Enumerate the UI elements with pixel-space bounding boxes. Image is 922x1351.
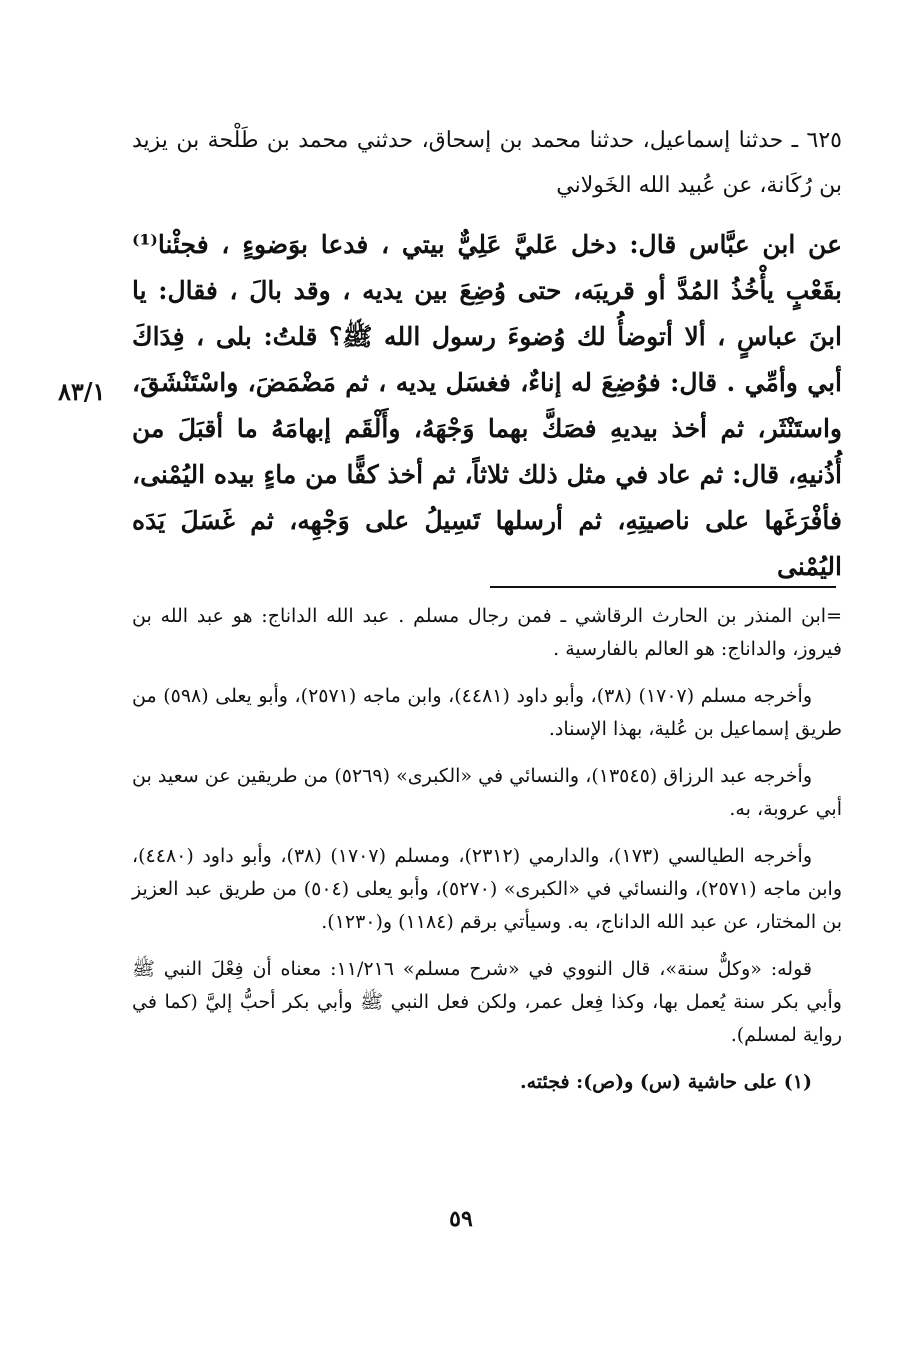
- commentary-paragraph: وأخرجه الطيالسي (١٧٣)، والدارمي (٢٣١٢)، ومسلم (١٧٠٧) (٣٨)، وأبو داود (٤٤٨٠)، وابن ماجه (٢٥٧١)، والنسائي في «الكبرى» (٥٢٧٠)، وأبو يعلى (٥٠٤) من طريق عبد العزيز بن المختار، عن عبد الله الداناج، به. وسيأتي برقم (١١٨٤) و(١٢٣٠).: [132, 845, 843, 933]
- footnote-separator-line: [490, 586, 836, 588]
- commentary-notes: [132, 600, 842, 1113]
- commentary-paragraph: وأخرجه مسلم (١٧٠٧) (٣٨)، وأبو داود (٤٤٨١)، وابن ماجه (٢٥٧١)، وأبو يعلى (٥٩٨) من طريق إسماعيل بن عُلية، بهذا الإسناد.: [132, 685, 842, 740]
- footnote: (١) على حاشية (س) و(ص): فجئته.: [519, 1071, 812, 1093]
- commentary-paragraph: =ابن المنذر بن الحارث الرقاشي ـ فمن رجال مسلم . عبد الله الداناج: هو عبد الله بن فيروز، والداناج: هو العالم بالفارسية .: [132, 605, 842, 660]
- commentary-paragraph: وأخرجه عبد الرزاق (١٣٥٤٥)، والنسائي في «الكبرى» (٥٢٦٩) من طريقين عن سعيد بن أبي عروبة، به.: [132, 765, 842, 820]
- page-number: ٥٩: [449, 1206, 473, 1232]
- margin-volume-page-reference: ٨٣/١: [58, 377, 106, 406]
- hadith-matn: عن ابن عبَّاس قال: دخل عَليَّ عَلِيٌّ بيتي ، فدعا بوَضوءٍ ، فجئْنا⁽¹⁾ بقَعْبٍ يأْخُذُ المُدَّ أو قريبَه، حتى وُضِعَ بين يديه ، وقد بالَ ، فقال: يا ابنَ عباسٍ ، ألا أتوضأُ لك وُضوءَ رسول الله ﷺ؟ قلتُ: بلى ، فِدَاكَ أبي وأمِّي . قال: فوُضِعَ له إناءٌ، فغسَل يديه ، ثم مَضْمَضَ، واسْتَنْشَقَ، واستَنْثَر، ثم أخذ بيديهِ فصَكَّ بهما وَجْهَهُ، وأَلْقَم إبهامَهُ ما أقبَلَ من أُذُنيهِ، قال: ثم عاد في مثل ذلك ثلاثاً، ثم أخذ كفًّا من ماءٍ بيده اليُمْنى، فأفْرَغَها على ناصيتِهِ، ثم أرسلها تَسِيلُ على وَجْهِه، ثم غَسَلَ يَدَه اليُمْنى: [132, 230, 842, 581]
- hadith-isnad: ٦٢٥ ـ حدثنا إسماعيل، حدثنا محمد بن إسحاق، حدثني محمد بن طَلْحة بن يزيد بن رُكَانة، عن عُبيد الله الخَولاني: [132, 128, 842, 198]
- commentary-paragraph: قوله: «وكلٌّ سنة»، قال النووي في «شرح مسلم» ١١/٢١٦: معناه أن فِعْلَ النبي ﷺ وأبي بكر سنة يُعمل بها، وكذا فِعل عمر، ولكن فعل النبي ﷺ وأبي بكر أحبُّ إليَّ (كما في رواية لمسلم).: [132, 958, 842, 1046]
